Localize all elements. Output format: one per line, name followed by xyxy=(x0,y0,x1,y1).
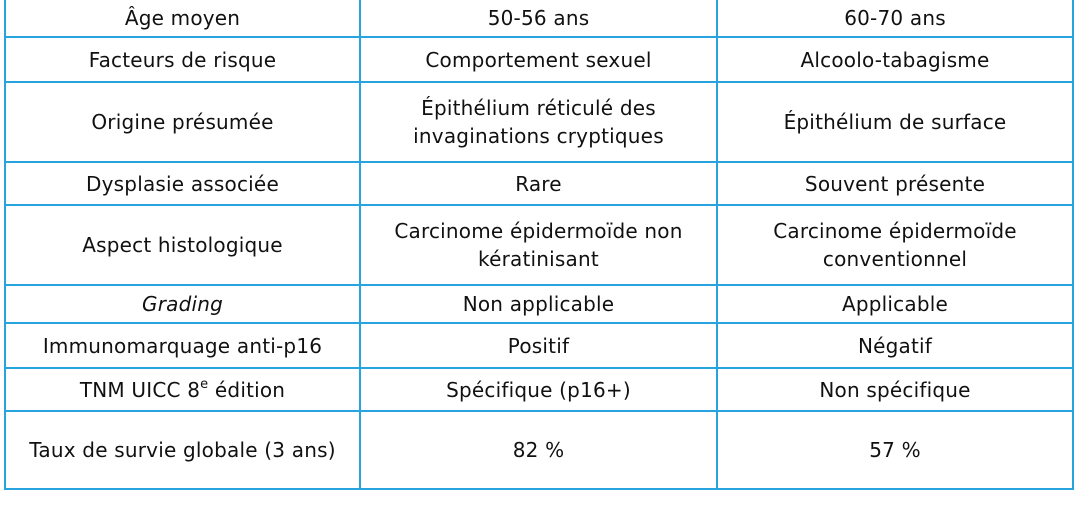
table-cell: Non applicable xyxy=(360,285,717,323)
row-label: Aspect histologique xyxy=(5,205,360,285)
table-row xyxy=(5,368,1073,411)
row-label: Immunomarquage anti-p16 xyxy=(5,323,360,368)
row-label: Origine présumée xyxy=(5,82,360,162)
table-cell: Épithélium de surface xyxy=(717,82,1073,162)
row-label: Facteurs de risque xyxy=(5,37,360,82)
table-row xyxy=(5,37,1073,82)
table-cell: Spécifique (p16+) xyxy=(360,368,717,411)
comparison-table xyxy=(4,0,1074,490)
table-cell: 82 % xyxy=(360,411,717,489)
table-cell: Carcinome épidermoïde non kératinisant xyxy=(360,205,717,285)
row-label: Taux de survie globale (3 ans) xyxy=(5,411,360,489)
table-row xyxy=(5,323,1073,368)
table-cell: 50-56 ans xyxy=(360,0,717,37)
table-cell: Positif xyxy=(360,323,717,368)
superscript: e xyxy=(200,376,209,392)
table-cell: Négatif xyxy=(717,323,1073,368)
table-row xyxy=(5,285,1073,323)
table-row xyxy=(5,82,1073,162)
table-cell: Épithélium réticulé des invaginations cryptiques xyxy=(360,82,717,162)
label-text: TNM UICC 8 xyxy=(79,377,201,402)
table-cell: 60-70 ans xyxy=(717,0,1073,37)
table-cell: Non spécifique xyxy=(717,368,1073,411)
table-cell: Carcinome épidermoïde conventionnel xyxy=(717,205,1073,285)
row-label: Âge moyen xyxy=(5,0,360,37)
table-row xyxy=(5,162,1073,205)
table-cell: Applicable xyxy=(717,285,1073,323)
table-cell: 57 % xyxy=(717,411,1073,489)
row-label: Grading xyxy=(5,285,360,323)
table-cell: Rare xyxy=(360,162,717,205)
table-row xyxy=(5,205,1073,285)
table-cell: Alcoolo-tabagisme xyxy=(717,37,1073,82)
table-row xyxy=(5,0,1073,37)
table-cell: Comportement sexuel xyxy=(360,37,717,82)
table-cell: Souvent présente xyxy=(717,162,1073,205)
table-row xyxy=(5,411,1073,489)
label-text: édition xyxy=(208,377,286,402)
row-label: Dysplasie associée xyxy=(5,162,360,205)
row-label xyxy=(5,368,360,411)
